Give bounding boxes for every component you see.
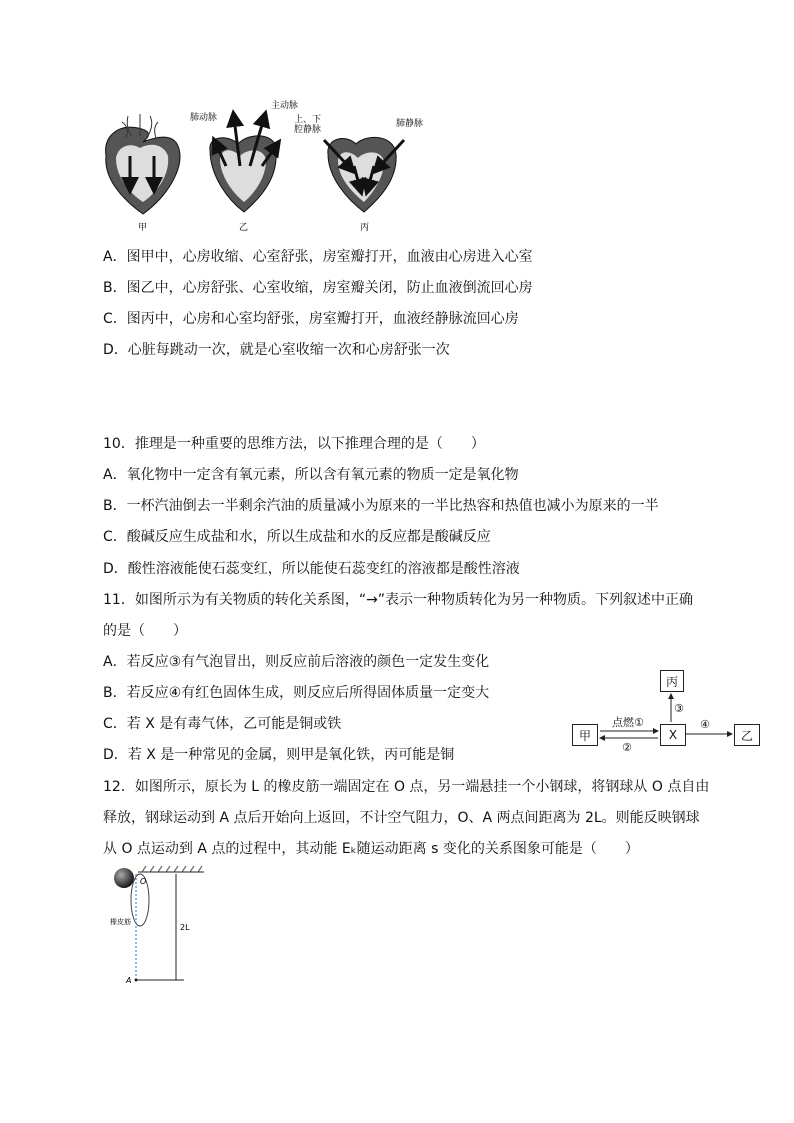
band-label: 橡皮筋 (110, 918, 131, 926)
caption-jia: 甲 (138, 223, 148, 233)
steel-ball (114, 868, 134, 888)
reaction-1-label: 点燃① (612, 716, 644, 729)
node-yi: 乙 (734, 724, 760, 746)
q12-line-1: 12．如图所示，原长为 L 的橡皮筋一端固定在 O 点，另一端悬挂一个小钢球，将钢球从 O 点自由 (103, 779, 710, 795)
label-pulmonary-artery: 肺动脉 (190, 113, 218, 123)
caption-bing: 丙 (360, 223, 370, 233)
q11-option-b: B．若反应④有红色固体生成，则反应后所得固体质量一定变大 (103, 685, 490, 701)
reaction-diagram (570, 664, 770, 764)
node-x: X (660, 724, 686, 746)
reaction-2-label: ② (622, 741, 632, 754)
q12-line-3: 从 O 点运动到 A 点的过程中，其动能 Eₖ随运动距离 s 变化的关系图象可能是（ ） (103, 841, 639, 857)
q10-option-b: B．一杯汽油倒去一半剩余汽油的质量减小为原来的一半比热容和热值也减小为原来的一半 (103, 498, 659, 514)
q11-stem-1: 11．如图所示为有关物质的转化关系图，“→”表示一种物质转化为另一种物质。下列叙述中正确 (103, 592, 694, 608)
q12-line-2: 释放，钢球运动到 A 点后开始向上返回，不计空气阻力，O、A 两点间距离为 2L。则能反映钢球 (103, 810, 700, 826)
node-jia: 甲 (572, 724, 598, 746)
q10-option-a: A．氧化物中一定含有氧元素，所以含有氧元素的物质一定是氧化物 (103, 467, 519, 483)
caption-yi: 乙 (239, 223, 249, 233)
reaction-3-label: ③ (674, 702, 684, 715)
q9-option-d: D．心脏每跳动一次，就是心室收缩一次和心房舒张一次 (103, 342, 450, 358)
q11-stem-2: 的是（ ） (103, 623, 187, 639)
q9-option-a: A．图甲中，心房收缩、心室舒张，房室瓣打开，血液由心房进入心室 (103, 249, 533, 265)
point-a: A (126, 976, 132, 985)
q11-option-d: D．若 X 是一种常见的金属，则甲是氧化铁，丙可能是铜 (103, 747, 455, 763)
q9-option-b: B．图乙中，心房舒张、心室收缩，房室瓣关闭，防止血液倒流回心房 (103, 280, 533, 296)
q10-stem: 10．推理是一种重要的思维方法，以下推理合理的是（ ） (103, 436, 485, 452)
reaction-4-label: ④ (700, 718, 710, 731)
point-o: O (140, 877, 147, 886)
label-aorta: 主动脉 (271, 101, 299, 111)
label-vena-cava-1: 上、下 (294, 115, 322, 125)
q9-option-c: C．图丙中，心房和心室均舒张，房室瓣打开，血液经静脉流回心房 (103, 311, 519, 327)
rubber-band-diagram (110, 862, 220, 988)
q10-option-d: D．酸性溶液能使石蕊变红，所以能使石蕊变红的溶液都是酸性溶液 (103, 561, 520, 577)
q11-option-a: A．若反应③有气泡冒出，则反应前后溶液的颜色一定发生变化 (103, 654, 490, 670)
node-bing: 丙 (660, 670, 684, 692)
distance-label: 2L (180, 923, 190, 932)
heart-jia (106, 114, 180, 214)
q11-option-c: C．若 X 是有毒气体，乙可能是铜或铁 (103, 716, 342, 732)
label-pulmonary-vein: 肺静脉 (396, 119, 424, 129)
reaction-arrows (570, 664, 770, 764)
label-vena-cava-2: 腔静脉 (294, 125, 322, 135)
heart-bing (324, 137, 404, 212)
heart-diagram (98, 96, 438, 236)
heart-yi (210, 118, 276, 212)
q10-option-c: C．酸碱反应生成盐和水，所以生成盐和水的反应都是酸碱反应 (103, 529, 491, 545)
